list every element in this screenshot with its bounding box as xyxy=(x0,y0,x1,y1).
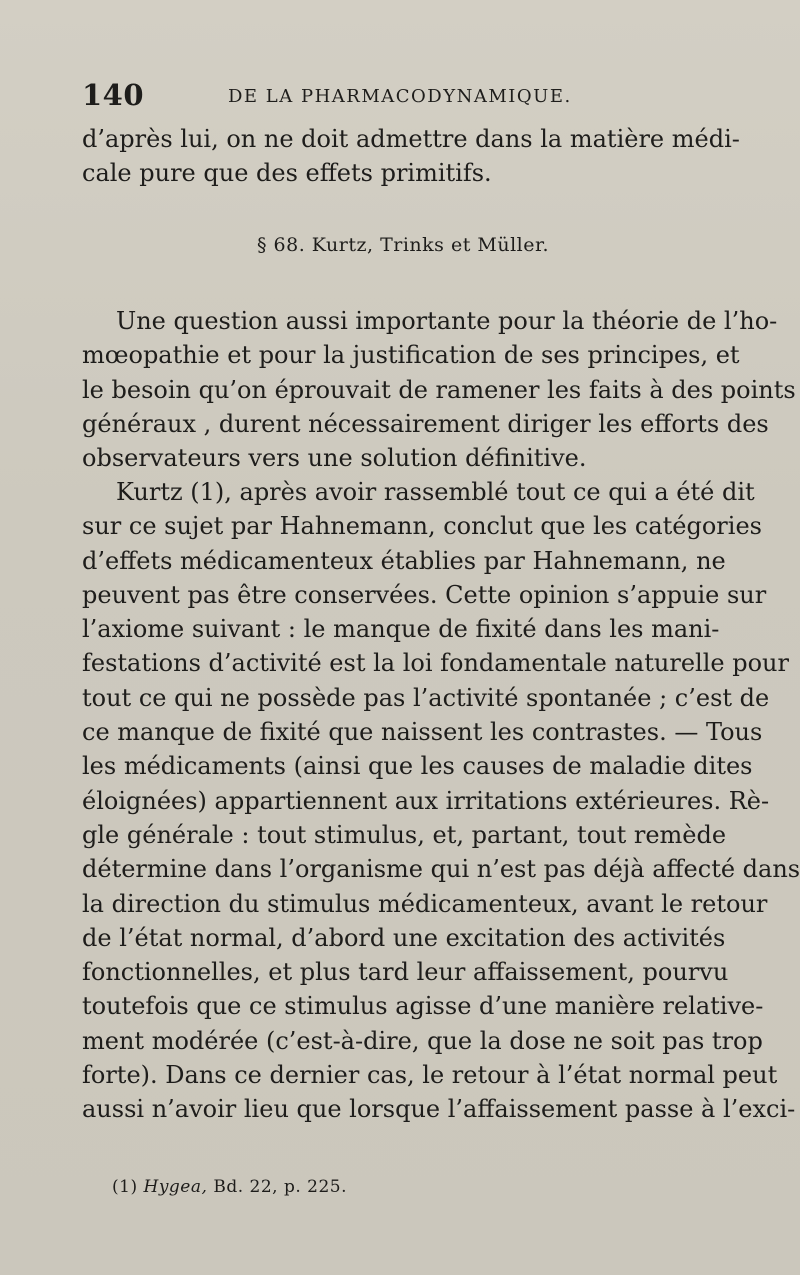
text-line: la direction du stimulus médicamenteux, avant le retour xyxy=(82,889,768,918)
footnote xyxy=(112,1177,347,1197)
text-line: aussi n’avoir lieu que lorsque l’affaissement passe à l’exci- xyxy=(82,1095,796,1124)
text-line: détermine dans l’organisme qui n’est pas déjà affecté dans xyxy=(82,855,800,884)
footnote-marker: (1) xyxy=(112,1177,138,1197)
footnote-source: Hygea, xyxy=(143,1177,208,1197)
paragraph-2 xyxy=(82,475,800,1127)
text-line: mœopathie et pour la justification de ses principes, et xyxy=(82,341,740,370)
page-number: 140 xyxy=(82,78,145,112)
text-line: sur ce sujet par Hahnemann, conclut que les catégories xyxy=(82,512,762,541)
intro-paragraph xyxy=(82,122,740,191)
text-line: fonctionnelles, et plus tard leur affaissement, pourvu xyxy=(82,958,729,987)
text-line: généraux , durent nécessairement diriger les efforts des xyxy=(82,409,769,438)
text-line: ment modérée (c’est-à-dire, que la dose ne soit pas trop xyxy=(82,1026,763,1055)
text-line: d’effets médicamenteux établies par Hahnemann, ne xyxy=(82,546,726,575)
section-heading-text: § 68. Kurtz, Trinks et Müller. xyxy=(256,234,550,256)
paragraph-1 xyxy=(82,304,796,475)
text-line: ce manque de fixité que naissent les contrastes. — Tous xyxy=(82,718,763,747)
text-line: d’après lui, on ne doit admettre dans la matière médi- xyxy=(82,125,740,153)
text-line: Une question aussi importante pour la théorie de l’ho- xyxy=(116,307,778,335)
text-line: toutefois que ce stimulus agisse d’une manière relative- xyxy=(82,992,764,1021)
text-line: de l’état normal, d’abord une excitation des activités xyxy=(82,923,726,952)
text-line: les médicaments (ainsi que les causes de maladie dites xyxy=(82,752,753,781)
text-line: festations d’activité est la loi fondamentale naturelle pour xyxy=(82,649,789,678)
text-line: Kurtz (1), après avoir rassemblé tout ce qui a été dit xyxy=(116,478,755,506)
text-line: forte). Dans ce dernier cas, le retour à l’état normal peut xyxy=(82,1061,778,1090)
text-line: l’axiome suivant : le manque de fixité dans les mani- xyxy=(82,615,720,644)
section-heading xyxy=(0,234,800,256)
text-line: peuvent pas être conservées. Cette opinion s’appuie sur xyxy=(82,580,767,609)
text-line: observateurs vers une solution définitive. xyxy=(82,444,587,473)
footnote-reference: Bd. 22, p. 225. xyxy=(213,1177,347,1197)
page-header xyxy=(82,78,722,114)
text-line: tout ce qui ne possède pas l’activité spontanée ; c’est de xyxy=(82,683,770,712)
running-title: DE LA PHARMACODYNAMIQUE. xyxy=(228,86,572,107)
text-line: cale pure que des effets primitifs. xyxy=(82,159,492,188)
text-line: gle générale : tout stimulus, et, partant, tout remède xyxy=(82,820,727,849)
text-line: le besoin qu’on éprouvait de ramener les faits à des points xyxy=(82,375,796,404)
text-line: éloignées) appartiennent aux irritations extérieures. Rè- xyxy=(82,786,770,815)
